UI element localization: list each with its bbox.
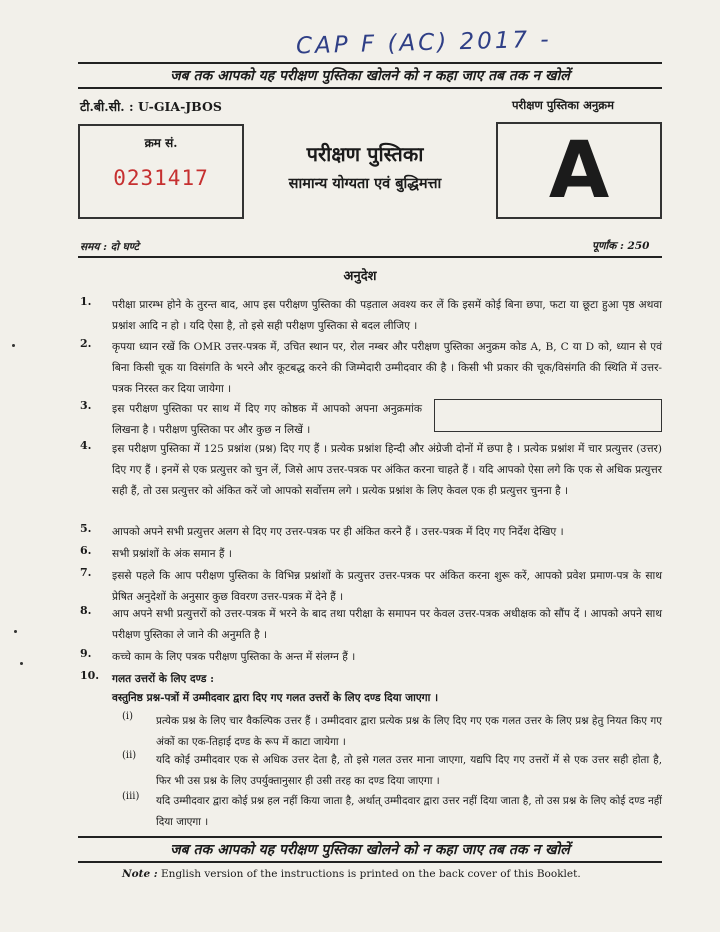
time-label: समय : दो घण्टे xyxy=(80,241,139,253)
instruction-text: परीक्षा प्रारम्भ होने के तुरन्त बाद, आप इस परीक्षण पुस्तिका की पड़ताल अवश्य कर लें कि इसमें कोई बिना छपा, फटा या छूटा हुआ पृष्ठ अथवा प्रश्नांश आदि न हो । यदि ऐसा है, तो इसे सही परीक्षण पुस्तिका से बदल लीजिए । xyxy=(112,299,662,332)
penalty-item-number: (iii) xyxy=(122,791,140,802)
penalty-item-text: प्रत्येक प्रश्न के लिए चार वैकल्पिक उत्तर हैं । उम्मीदवार द्वारा प्रत्येक प्रश्न के लिए दिए गए एक गलत उत्तर के लिए प्रश्न हेतु नियत किए गए अंकों का एक-तिहाई दण्ड के रूप में काटा जायेगा । xyxy=(156,715,662,748)
serial-number-box xyxy=(78,124,244,219)
instruction-item xyxy=(80,337,662,401)
penalty-item xyxy=(122,750,662,794)
note-label: Note : xyxy=(122,868,158,880)
roll-number-box[interactable] xyxy=(434,399,662,432)
serial-number: 0231417 xyxy=(113,166,209,190)
top-banner: जब तक आपको यह परीक्षण पुस्तिका खोलने को न कहा जाए तब तक न खोलें xyxy=(170,68,570,84)
english-version-note xyxy=(122,868,581,880)
instruction-text: इससे पहले कि आप परीक्षण पुस्तिका के विभिन्न प्रश्नांशों के प्रत्युत्तर उत्तर-पत्रक पर अंकित करना शुरू करें, आपको प्रवेश प्रमाण-पत्र के साथ प्रेषित अनुदेशों के अनुसार कुछ विवरण उत्तर-पत्रक में देने हैं । xyxy=(112,570,662,603)
instruction-number: 10. xyxy=(80,669,100,682)
instruction-text: इस परीक्षण पुस्तिका पर साथ में दिए गए कोष्ठक में आपको अपना अनुक्रमांक लिखना है । परीक्षण पुस्तिका पर और कुछ न लिखें । xyxy=(112,403,422,436)
instruction-number: 3. xyxy=(80,399,92,412)
instruction-number: 2. xyxy=(80,337,92,350)
instruction-number: 6. xyxy=(80,544,92,557)
instruction-item xyxy=(80,604,662,648)
instruction-text: कृपया ध्यान रखें कि OMR उत्तर-पत्रक में, उचित स्थान पर, रोल नम्बर और परीक्षण पुस्तिका अनुक्रम कोड A, B, C या D को, ध्यान से एवं बिना किसी चूक या विसंगति के भरने और कूटबद्ध करने की जिम्मेदारी उम्मीदवार की है । किसी भी प्रकार की चूक/विसंगति की स्थिति में उत्तर-पत्रक निरस्त कर दिया जायेगा । xyxy=(112,341,662,395)
instruction-number: 9. xyxy=(80,647,92,660)
booklet-subject: सामान्य योग्यता एवं बुद्धिमत्ता xyxy=(288,175,442,192)
max-marks-label: पूर्णांक : 250 xyxy=(592,240,650,252)
bottom-banner-underline xyxy=(78,861,662,863)
penalty-item-number: (i) xyxy=(122,711,134,722)
handwritten-note: CAP F (AC) 2017 - xyxy=(295,26,553,60)
series-letter: A xyxy=(548,125,610,216)
instruction-text: कच्चे काम के लिए पत्रक परीक्षण पुस्तिका के अन्त में संलग्न हैं । xyxy=(112,651,356,663)
tbc-code: टी.बी.सी. : U-GIA-JBOS xyxy=(80,99,222,114)
instruction-number: 8. xyxy=(80,604,92,617)
scan-speck xyxy=(14,630,17,633)
serial-label: क्रम सं. xyxy=(144,136,178,150)
penalty-item-number: (ii) xyxy=(122,750,137,761)
instruction-item xyxy=(80,647,662,669)
booklet-sequence-label: परीक्षण पुस्तिका अनुक्रम xyxy=(512,98,615,112)
instruction-number: 7. xyxy=(80,566,92,579)
scan-speck xyxy=(20,662,23,665)
instruction-item xyxy=(80,295,662,339)
instruction-text: आप अपने सभी प्रत्युत्तरों को उत्तर-पत्रक में भरने के बाद तथा परीक्षा के समापन पर केवल उत्तर-पत्रक अधीक्षक को सौंप दें । आपको अपने साथ परीक्षण पुस्तिका ले जाने की अनुमति है । xyxy=(112,608,662,641)
series-box xyxy=(496,122,662,219)
instruction-item xyxy=(80,544,662,566)
instruction-text: गलत उत्तरों के लिए दण्ड : xyxy=(112,673,214,685)
instruction-text: इस परीक्षण पुस्तिका में 125 प्रश्नांश (प्रश्न) दिए गए हैं । प्रत्येक प्रश्नांश हिन्दी और अंग्रेजी दोनों में छपा है । प्रत्येक प्रश्नांश में चार प्रत्युत्तर (उत्तर) दिए गए हैं । इनमें से एक प्रत्युत्तर को चुन लें, जिसे आप उत्तर-पत्रक पर अंकित करना चाहते हैं । यदि आपको ऐसा लगे कि एक से अधिक प्रत्युत्तर सही हैं, तो उस प्रत्युत्तर को अंकित करें जो आपको सर्वोत्तम लगे । प्रत्येक प्रश्नांश के लिए केवल एक ही प्रत्युत्तर चुनना है । xyxy=(112,443,662,497)
bottom-rule xyxy=(78,836,662,838)
top-banner-underline xyxy=(78,87,662,89)
instruction-text: आपको अपने सभी प्रत्युत्तर अलग से दिए गए उत्तर-पत्रक पर ही अंकित करने हैं । उत्तर-पत्रक में दिए गए निर्देश देखिए । xyxy=(112,526,564,538)
note-text: English version of the instructions is printed on the back cover of this Booklet. xyxy=(161,868,581,880)
instruction-text: सभी प्रश्नांशों के अंक समान हैं । xyxy=(112,548,232,560)
instruction-number: 1. xyxy=(80,295,92,308)
penalty-intro: वस्तुनिष्ठ प्रश्न-पत्रों में उम्मीदवार द्वारा दिए गए गलत उत्तरों के लिए दण्ड दिया जाएगा । xyxy=(112,692,439,704)
booklet-title: परीक्षण पुस्तिका xyxy=(306,142,424,166)
penalty-item-text: यदि कोई उम्मीदवार एक से अधिक उत्तर देता है, तो इसे गलत उत्तर माना जाएगा, यद्यपि दिए गए उत्तरों में से एक उत्तर सही होता है, फिर भी उस प्रश्न के लिए उपर्युक्तानुसार ही उसी तरह का दण्ड दिया जाएगा । xyxy=(156,754,662,787)
penalty-item-text: यदि उम्मीदवार द्वारा कोई प्रश्न हल नहीं किया जाता है, अर्थात् उम्मीदवार द्वारा उत्तर नहीं दिया जाता है, तो उस प्रश्न के लिए कोई दण्ड नहीं दिया जाएगा । xyxy=(156,795,662,828)
instructions-heading: अनुदेश xyxy=(343,269,377,284)
scan-speck xyxy=(12,344,15,347)
top-rule xyxy=(78,62,662,64)
instruction-item xyxy=(80,522,662,544)
penalty-item xyxy=(122,791,662,835)
header-divider xyxy=(78,256,662,258)
instruction-number: 5. xyxy=(80,522,92,535)
booklet-title-block xyxy=(250,140,480,193)
penalty-item xyxy=(122,711,662,755)
instruction-number: 4. xyxy=(80,439,92,452)
instruction-item xyxy=(80,439,662,525)
bottom-banner: जब तक आपको यह परीक्षण पुस्तिका खोलने को न कहा जाए तब तक न खोलें xyxy=(170,842,570,858)
